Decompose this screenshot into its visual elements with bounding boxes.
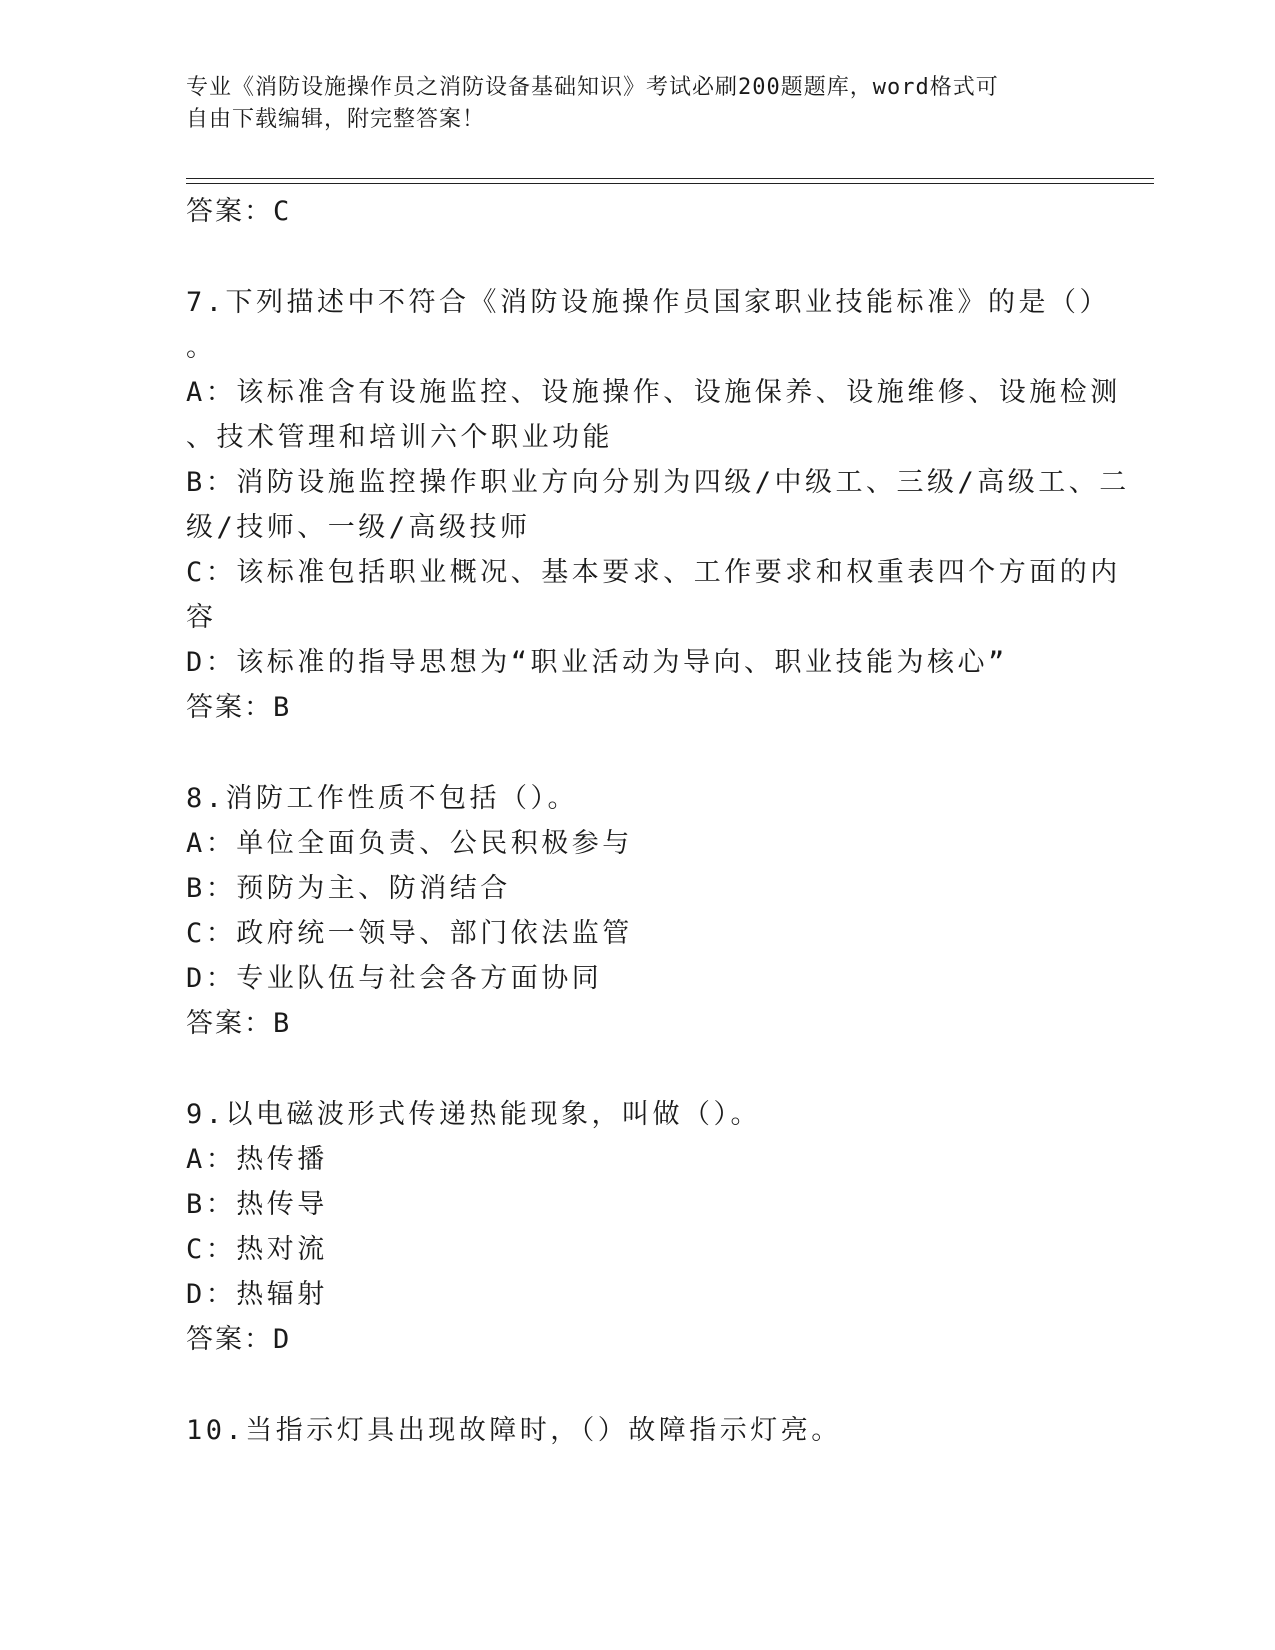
- answer-option-line: D：热辐射: [186, 1279, 328, 1310]
- answer-option: [186, 640, 1086, 685]
- question-block: [186, 1408, 1086, 1453]
- answer-option: [186, 1137, 1086, 1182]
- answer-option-line: 容: [186, 602, 217, 633]
- answer-option-line: 、技术管理和培训六个职业功能: [186, 422, 613, 453]
- question-stem-line: 10.当指示灯具出现故障时，（）故障指示灯亮。: [186, 1415, 842, 1446]
- answer-option-line: D：专业队伍与社会各方面协同: [186, 963, 603, 994]
- question-block: [186, 776, 1086, 1046]
- answer-option-line: D：该标准的指导思想为“职业活动为导向、职业技能为核心”: [186, 647, 1008, 678]
- answer-option-line: A：单位全面负责、公民积极参与: [186, 828, 633, 859]
- answer-option-line: 级/技师、一级/高级技师: [186, 512, 531, 543]
- question-stem-line: 。: [186, 332, 217, 363]
- question-spacer: [186, 234, 1086, 280]
- header-line-2: 自由下载编辑，附完整答案！: [186, 107, 486, 132]
- answer-option-line: A：该标准含有设施监控、设施操作、设施保养、设施维修、设施检测: [186, 377, 1121, 408]
- question-stem: [186, 280, 1111, 370]
- answer-option-line: B：预防为主、防消结合: [186, 873, 511, 904]
- answer-line: 答案：C: [186, 196, 292, 227]
- answer-option: [186, 956, 1086, 1001]
- document-header: [186, 72, 1066, 136]
- answer-option: [186, 1272, 1086, 1317]
- answer-option-line: A：热传播: [186, 1144, 328, 1175]
- answer-option-line: B：热传导: [186, 1189, 328, 1220]
- question-spacer: [186, 1046, 1086, 1092]
- question-spacer: [186, 730, 1086, 776]
- answer-option-line: C：政府统一领导、部门依法监管: [186, 918, 633, 949]
- answer-option: [186, 821, 1086, 866]
- answer-option: [186, 1182, 1086, 1227]
- question-spacer: [186, 1362, 1086, 1408]
- question-stem-line: 7.下列描述中不符合《消防设施操作员国家职业技能标准》的是（）: [186, 287, 1111, 318]
- question-stem: [186, 1092, 1086, 1137]
- header-divider-bottom: [186, 183, 1154, 184]
- answer-line: 答案：B: [186, 692, 292, 723]
- answer-option: [186, 911, 1086, 956]
- question-stem: [186, 1408, 1086, 1453]
- question-list: [186, 189, 1130, 1453]
- answer-option-line: C：该标准包括职业概况、基本要求、工作要求和权重表四个方面的内: [186, 557, 1121, 588]
- question-stem-line: 9.以电磁波形式传递热能现象，叫做（）。: [186, 1099, 762, 1130]
- answer-option: [186, 550, 1121, 640]
- answer-option: [186, 460, 1130, 550]
- question-block: [186, 280, 1130, 730]
- answer-option: [186, 370, 1121, 460]
- answer-option: [186, 1227, 1086, 1272]
- answer-option-line: C：热对流: [186, 1234, 328, 1265]
- answer-line: 答案：D: [186, 1324, 292, 1355]
- answer-line: 答案：B: [186, 1008, 292, 1039]
- answer-option: [186, 866, 1086, 911]
- question-stem: [186, 776, 1086, 821]
- question-block: [186, 1092, 1086, 1362]
- question-stem-line: 8.消防工作性质不包括（）。: [186, 783, 579, 814]
- header-line-1: 专业《消防设施操作员之消防设备基础知识》考试必刷200题题库，word格式可: [186, 75, 999, 100]
- answer-option-line: B：消防设施监控操作职业方向分别为四级/中级工、三级/高级工、二: [186, 467, 1130, 498]
- header-divider-top: [186, 178, 1154, 179]
